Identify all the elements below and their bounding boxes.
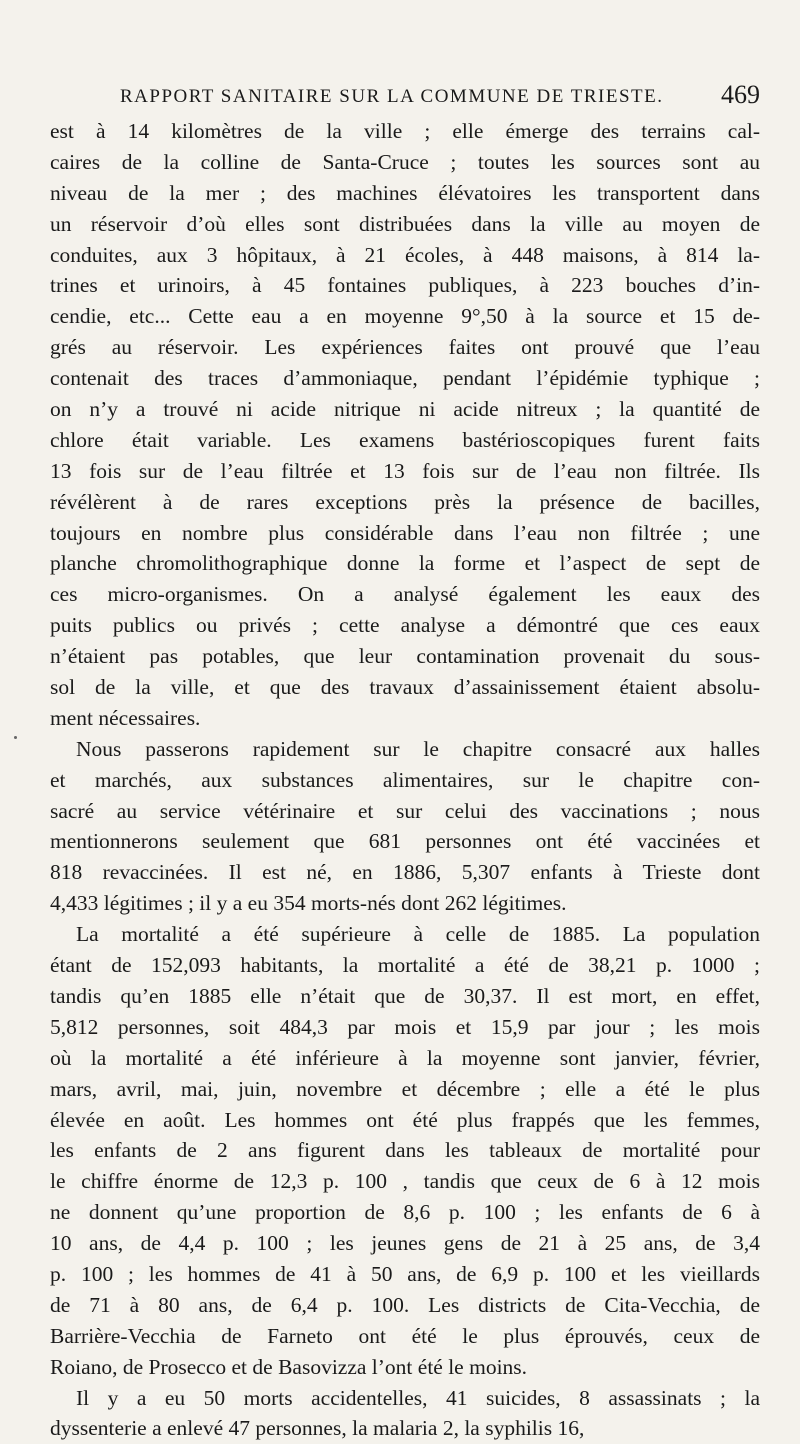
- text-line: 10 ans, de 4,4 p. 100 ; les jeunes gens de 21 à 25 ans, de 3,4: [50, 1231, 760, 1256]
- text-line: Il y a eu 50 morts accidentelles, 41 suicides, 8 assassinats ; la: [76, 1385, 760, 1410]
- text-line: Roiano, de Prosecco et de Basovizza l’ont été le moins.: [50, 1354, 528, 1379]
- page-number: 469: [721, 80, 760, 109]
- text-line: et marchés, aux substances alimentaires, sur le chapitre con-: [50, 767, 760, 792]
- text-line: niveau de la mer ; des machines élévatoires les transportent dans: [50, 180, 760, 205]
- text-line: sacré au service vétérinaire et sur celui des vaccinations ; nous: [50, 798, 760, 823]
- running-head: RAPPORT SANITAIRE SUR LA COMMUNE DE TRIESTE.: [120, 86, 664, 107]
- text-line: planche chromolithographique donne la forme et l’aspect de sept de: [50, 551, 760, 576]
- margin-mark: [14, 736, 17, 739]
- text-line: La mortalité a été supérieure à celle de 1885. La population: [76, 922, 760, 947]
- text-line: sol de la ville, et que des travaux d’assainissement étaient absolu-: [50, 675, 760, 700]
- text-line: ment nécessaires.: [50, 705, 201, 730]
- text-line: puits publics ou privés ; cette analyse a démontré que ces eaux: [50, 613, 760, 638]
- text-line: cendie, etc... Cette eau a en moyenne 9°,50 à la source et 15 de-: [50, 304, 760, 329]
- text-line: un réservoir d’où elles sont distribuées dans la ville au moyen de: [50, 211, 760, 236]
- text-line: mars, avril, mai, juin, novembre et décembre ; elle a été le plus: [50, 1076, 760, 1101]
- page-header: [120, 80, 760, 114]
- paragraph: [50, 1383, 760, 1444]
- text-line: contenait des traces d’ammoniaque, pendant l’épidémie typhique ;: [50, 366, 760, 391]
- text-line: chlore était variable. Les examens bastérioscopiques furent faits: [50, 427, 760, 452]
- text-line: mentionnerons seulement que 681 personnes ont été vaccinées et: [50, 829, 760, 854]
- text-line: on n’y a trouvé ni acide nitrique ni acide nitreux ; la quantité de: [50, 397, 760, 422]
- text-line: 818 revaccinées. Il est né, en 1886, 5,307 enfants à Trieste dont: [50, 860, 760, 885]
- text-line: élevée en août. Les hommes ont été plus frappés que les femmes,: [50, 1107, 760, 1132]
- text-line: les enfants de 2 ans figurent dans les tableaux de mortalité pour: [50, 1138, 760, 1163]
- text-line: 13 fois sur de l’eau filtrée et 13 fois sur de l’eau non filtrée. Ils: [50, 458, 760, 483]
- text-line: trines et urinoirs, à 45 fontaines publiques, à 223 bouches d’in-: [50, 273, 760, 298]
- text-line: grés au réservoir. Les expériences faites ont prouvé que l’eau: [50, 335, 760, 360]
- text-line: caires de la colline de Santa-Cruce ; toutes les sources sont au: [50, 149, 760, 174]
- text-line: où la mortalité a été inférieure à la moyenne sont janvier, février,: [50, 1045, 760, 1070]
- paragraph: [50, 734, 760, 919]
- text-line: 5,812 personnes, soit 484,3 par mois et 15,9 par jour ; les mois: [50, 1014, 760, 1039]
- text-line: Nous passerons rapidement sur le chapitre consacré aux halles: [76, 736, 760, 761]
- text-line: 4,433 légitimes ; il y a eu 354 morts-nés dont 262 légitimes.: [50, 891, 567, 916]
- paragraph: [50, 116, 760, 734]
- text-line: conduites, aux 3 hôpitaux, à 21 écoles, à 448 maisons, à 814 la-: [50, 242, 760, 267]
- text-line: étant de 152,093 habitants, la mortalité a été de 38,21 p. 1000 ;: [50, 953, 760, 978]
- text-line: ne donnent qu’une proportion de 8,6 p. 100 ; les enfants de 6 à: [50, 1200, 760, 1225]
- text-line: le chiffre énorme de 12,3 p. 100 , tandis que ceux de 6 à 12 mois: [50, 1169, 760, 1194]
- text-line: Barrière-Vecchia de Farneto ont été le plus éprouvés, ceux de: [50, 1323, 760, 1348]
- text-line: toujours en nombre plus considérable dans l’eau non filtrée ; une: [50, 520, 760, 545]
- text-line: ces micro-organismes. On a analysé également les eaux des: [50, 582, 760, 607]
- text-line: n’étaient pas potables, que leur contamination provenait du sous-: [50, 644, 760, 669]
- text-line: révélèrent à de rares exceptions près la présence de bacilles,: [50, 489, 760, 514]
- body-text: [50, 116, 760, 1444]
- text-line: dyssenterie a enlevé 47 personnes, la malaria 2, la syphilis 16,: [50, 1416, 585, 1441]
- paragraph: [50, 919, 760, 1382]
- text-line: tandis qu’en 1885 elle n’était que de 30,37. Il est mort, en effet,: [50, 983, 760, 1008]
- text-line: p. 100 ; les hommes de 41 à 50 ans, de 6,9 p. 100 et les vieillards: [50, 1261, 760, 1286]
- text-line: de 71 à 80 ans, de 6,4 p. 100. Les districts de Cita-Vecchia, de: [50, 1292, 760, 1317]
- text-line: est à 14 kilomètres de la ville ; elle émerge des terrains cal-: [50, 119, 760, 143]
